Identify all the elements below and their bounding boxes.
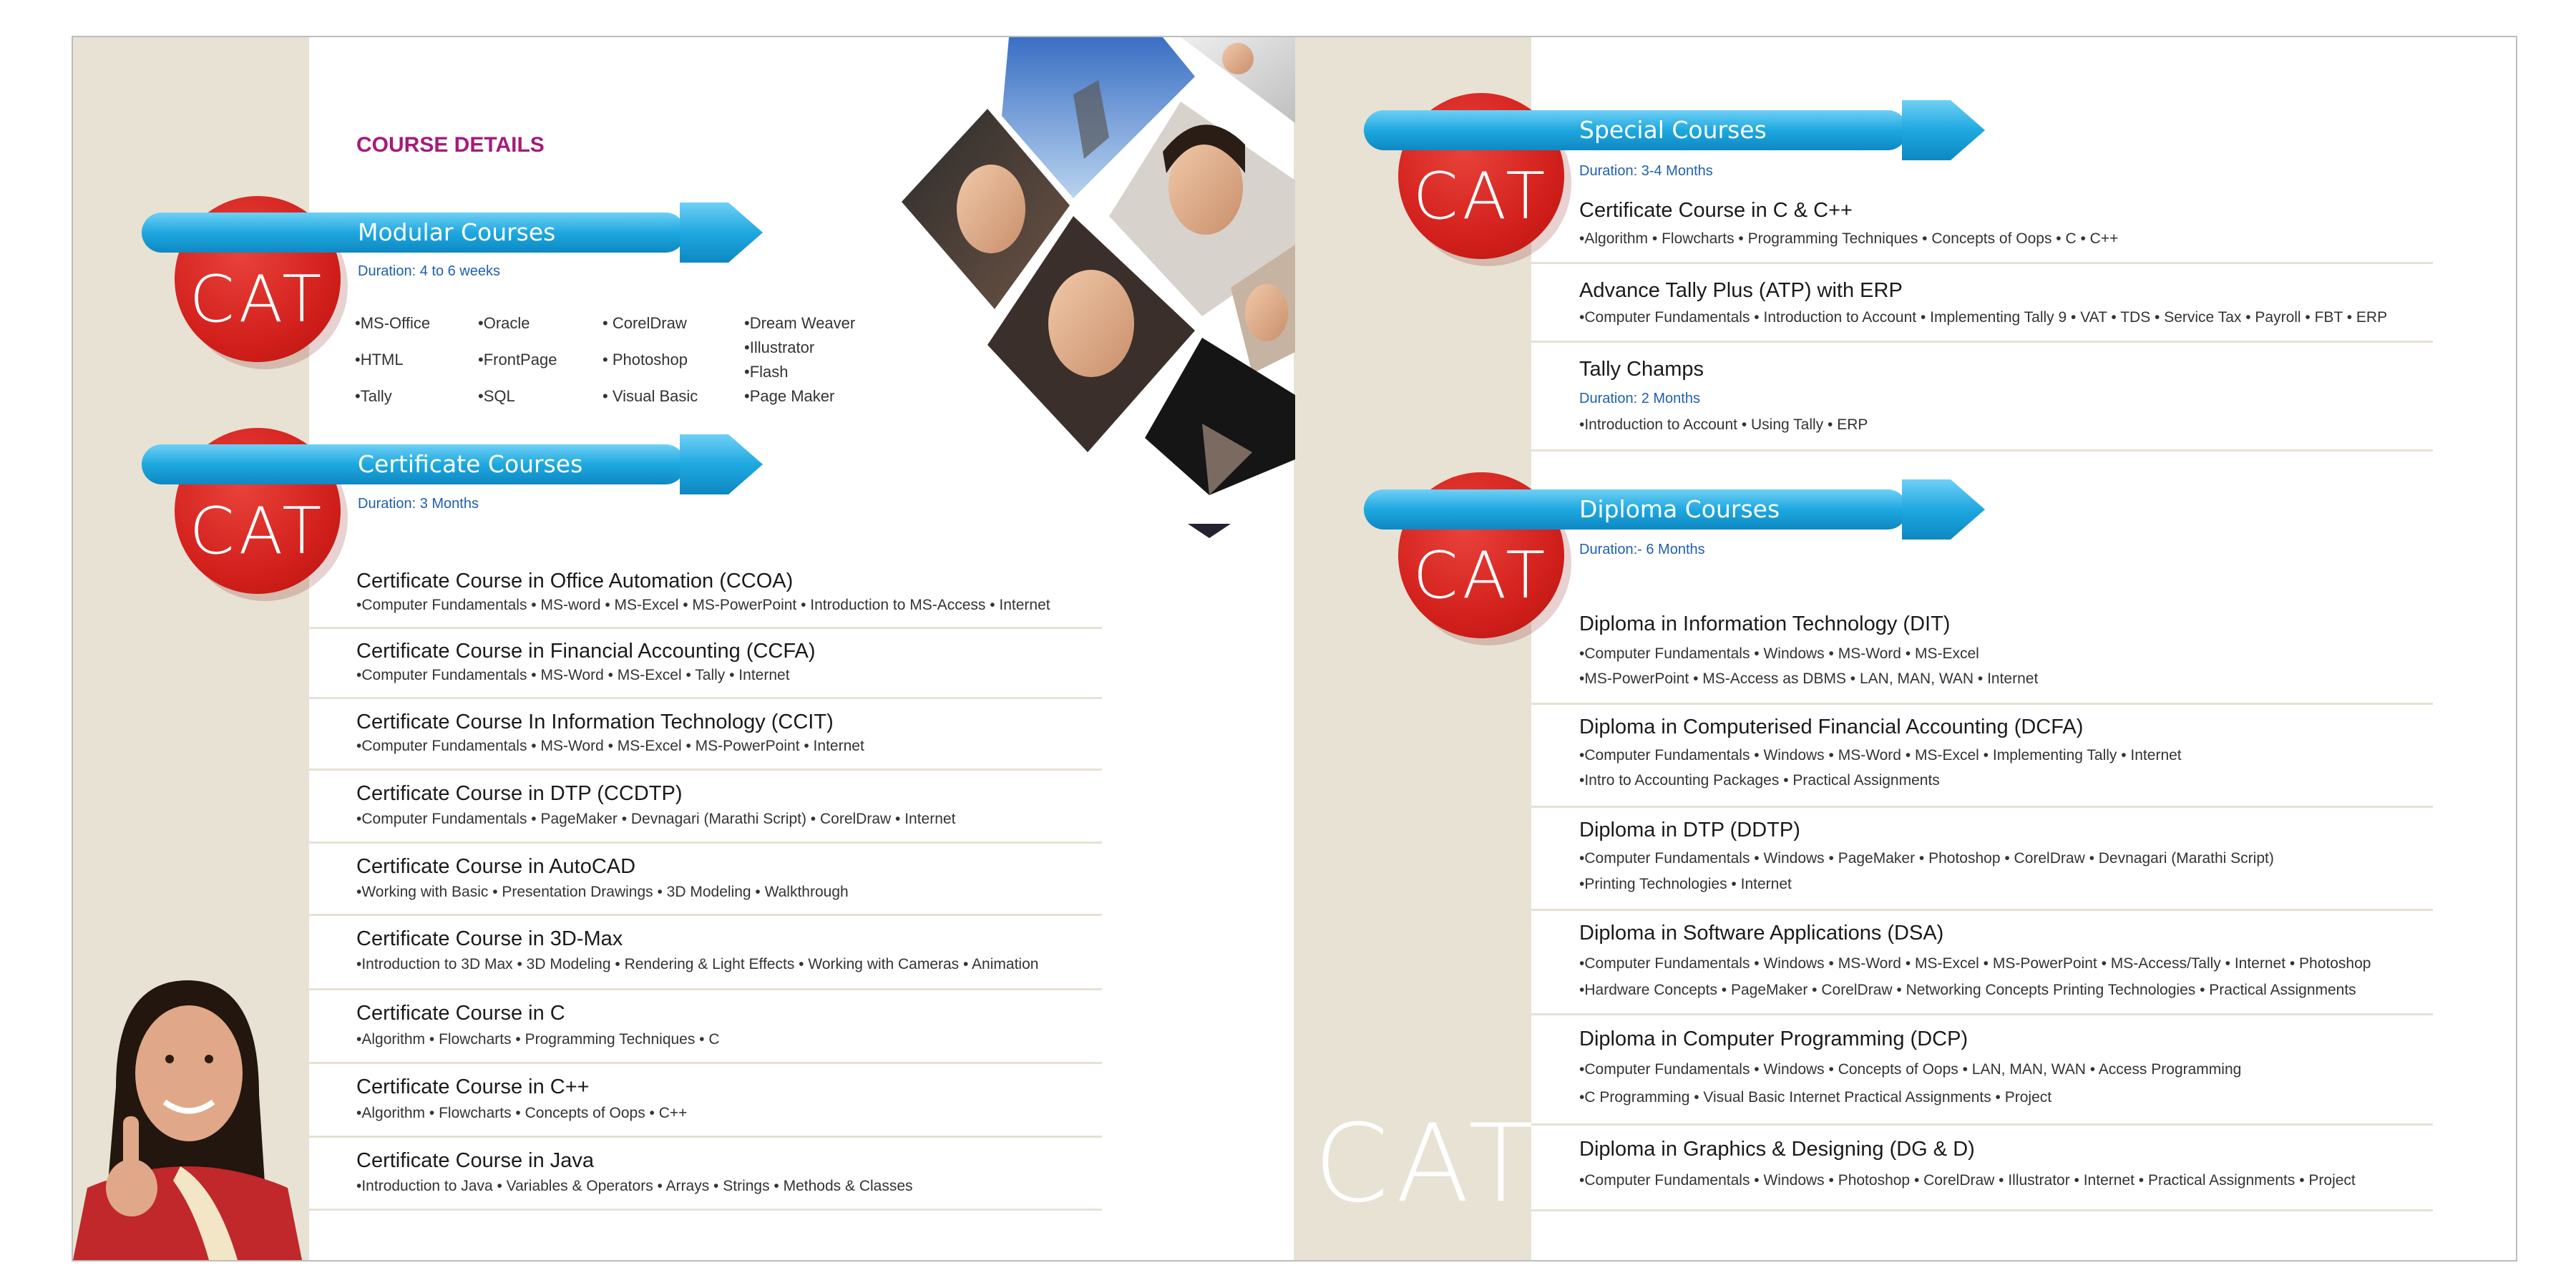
- woman-face: [135, 1005, 243, 1141]
- collage-headset-woman-face: [957, 165, 1025, 253]
- course-divider: [309, 769, 1102, 771]
- course-title: Certificate Course in AutoCAD: [356, 855, 636, 878]
- course-topics: •Algorithm • Flowcharts • Concepts of Oops • C++: [356, 1105, 688, 1121]
- modular-item: •SQL: [478, 387, 515, 405]
- modular-item: •Dream Weaver: [744, 314, 856, 332]
- collage-student-face: [1048, 270, 1134, 377]
- course-topics: •Hardware Concepts • PageMaker • CorelDraw • Networking Concepts Printing Technologies • Practical Assignments: [1579, 982, 2356, 998]
- course-title: Certificate Course in C & C++: [1579, 199, 1853, 222]
- course-title: Diploma in Information Technology (DIT): [1579, 613, 1951, 635]
- course-divider: [1531, 262, 2433, 264]
- course-topics: •Introduction to 3D Max • 3D Modeling • Rendering & Light Effects • Working with Cameras • Animation: [356, 956, 1039, 972]
- course-title: Certificate Course In Information Technology (CCIT): [356, 711, 834, 733]
- course-topics: •Intro to Accounting Packages • Practical Assignments: [1579, 772, 1940, 789]
- modular-duration: Duration: 4 to 6 weeks: [358, 263, 500, 279]
- cat-logo-text: CAT: [1413, 159, 1550, 234]
- modular-item: •Oracle: [478, 314, 530, 332]
- course-title: Certificate Course in Office Automation (CCOA): [356, 570, 794, 592]
- course-topics: •Computer Fundamentals • Windows • MS-Word • MS-Excel • MS-PowerPoint • MS-Access/Tally • Internet • Photoshop: [1579, 955, 2371, 972]
- course-details-title: COURSE DETAILS: [356, 133, 545, 157]
- course-topics: •Algorithm • Flowcharts • Programming Techniques • C: [356, 1031, 720, 1048]
- course-topics: •Algorithm • Flowcharts • Programming Techniques • Concepts of Oops • C • C++: [1579, 230, 2119, 247]
- course-title: Certificate Course in Java: [356, 1149, 595, 1172]
- certificate-ribbon-label: Certificate Courses: [358, 450, 583, 478]
- cat-logo-text: CAT: [189, 262, 326, 337]
- diploma-ribbon-label: Diploma Courses: [1579, 495, 1780, 523]
- course-title: Certificate Course in 3D-Max: [356, 927, 623, 950]
- course-divider: [1531, 1013, 2433, 1015]
- course-title: Certificate Course in C++: [356, 1075, 590, 1098]
- course-divider: [1531, 1209, 2433, 1211]
- course-divider: [1531, 1123, 2433, 1126]
- course-title: Advance Tally Plus (ATP) with ERP: [1579, 279, 1903, 302]
- certificate-duration: Duration: 3 Months: [358, 496, 479, 512]
- course-topics: •Computer Fundamentals • MS-Word • MS-Excel • MS-PowerPoint • Internet: [356, 738, 864, 754]
- modular-item: •Flash: [744, 363, 789, 381]
- course-divider: [309, 697, 1102, 699]
- course-title: Certificate Course in C: [356, 1002, 565, 1025]
- modular-item: • CorelDraw: [602, 314, 687, 332]
- collage-tile-top-right-face: [1222, 43, 1254, 74]
- modular-item: •Page Maker: [744, 387, 835, 405]
- course-title: Tally Champs: [1579, 358, 1704, 381]
- course-divider: [309, 1062, 1102, 1064]
- diploma-duration: Duration:- 6 Months: [1579, 542, 1705, 557]
- course-topics: •Computer Fundamentals • Windows • PageMaker • Photoshop • CorelDraw • Devnagari (Marathi Script): [1579, 850, 2274, 867]
- cat-watermark-logo: CAT: [1314, 1102, 1541, 1226]
- course-title: Diploma in Graphics & Designing (DG & D): [1579, 1138, 1975, 1161]
- course-divider: [1531, 449, 2433, 452]
- course-topics: •Computer Fundamentals • Windows • Photoshop • CorelDraw • Illustrator • Internet • Practical Assignments • Project: [1579, 1172, 2356, 1189]
- modular-item: •FrontPage: [478, 351, 557, 369]
- collage-man-face: [1245, 284, 1288, 341]
- course-title: Diploma in Computerised Financial Accounting (DCFA): [1579, 716, 2084, 738]
- modular-item: • Visual Basic: [602, 387, 698, 405]
- course-divider: [309, 1136, 1102, 1138]
- course-divider: [309, 627, 1102, 629]
- course-divider: [309, 914, 1102, 916]
- course-divider: [1531, 806, 2433, 808]
- course-topics: •MS-PowerPoint • MS-Access as DBMS • LAN, MAN, WAN • Internet: [1579, 670, 2039, 687]
- modular-ribbon-label: Modular Courses: [358, 218, 556, 246]
- course-topics: •Computer Fundamentals • MS-Word • MS-Excel • Tally • Internet: [356, 667, 790, 683]
- modular-item: •HTML: [355, 351, 404, 369]
- course-topics: •Printing Technologies • Internet: [1579, 876, 1792, 892]
- course-topics: •Computer Fundamentals • Introduction to Account • Implementing Tally 9 • VAT • TDS • Service Tax • Payroll • FBT • ERP: [1579, 309, 2388, 326]
- course-topics: •Computer Fundamentals • Windows • MS-Word • MS-Excel • Implementing Tally • Internet: [1579, 747, 2182, 763]
- course-divider: [309, 988, 1102, 990]
- course-divider: [309, 841, 1102, 844]
- course-topics: •Introduction to Account • Using Tally • ERP: [1579, 416, 1868, 433]
- course-topics: •Computer Fundamentals • Windows • Concepts of Oops • LAN, MAN, WAN • Access Programming: [1579, 1061, 2242, 1078]
- course-divider: [309, 1209, 1102, 1211]
- course-divider: [1531, 703, 2433, 705]
- woman-pointing-photo: [73, 973, 309, 1260]
- modular-item: •Illustrator: [744, 338, 815, 356]
- course-title: Diploma in Computer Programming (DCP): [1579, 1028, 1968, 1050]
- course-divider: [1531, 341, 2433, 343]
- course-title: Certificate Course in DTP (CCDTP): [356, 782, 683, 805]
- course-topics: •Computer Fundamentals • PageMaker • Devnagari (Marathi Script) • CorelDraw • Internet: [356, 811, 956, 827]
- course-title: Certificate Course in Financial Accounting (CCFA): [356, 640, 816, 663]
- course-topics: •C Programming • Visual Basic Internet Practical Assignments • Project: [1579, 1089, 2052, 1106]
- cat-logo-text: CAT: [189, 494, 326, 569]
- course-title: Diploma in Software Applications (DSA): [1579, 922, 1944, 945]
- course-topics: •Computer Fundamentals • MS-word • MS-Excel • MS-PowerPoint • Introduction to MS-Access • Internet: [356, 597, 1050, 613]
- course-topics: •Introduction to Java • Variables & Operators • Arrays • Strings • Methods & Classes: [356, 1178, 913, 1194]
- modular-item: •MS-Office: [355, 314, 431, 332]
- tally-champs-duration: Duration: 2 Months: [1579, 391, 1700, 406]
- photo-collage: [894, 37, 1295, 538]
- modular-item: •Tally: [355, 387, 392, 405]
- cat-logo-text: CAT: [1413, 538, 1550, 613]
- collage-bottom-point: [1188, 524, 1231, 538]
- course-title: Diploma in DTP (DDTP): [1579, 819, 1800, 841]
- special-ribbon-label: Special Courses: [1579, 116, 1767, 144]
- special-duration: Duration: 3-4 Months: [1579, 163, 1713, 179]
- course-topics: •Working with Basic • Presentation Drawings • 3D Modeling • Walkthrough: [356, 884, 849, 900]
- modular-item: • Photoshop: [602, 351, 688, 369]
- course-topics: •Computer Fundamentals • Windows • MS-Word • MS-Excel: [1579, 645, 1979, 662]
- course-divider: [1531, 909, 2433, 911]
